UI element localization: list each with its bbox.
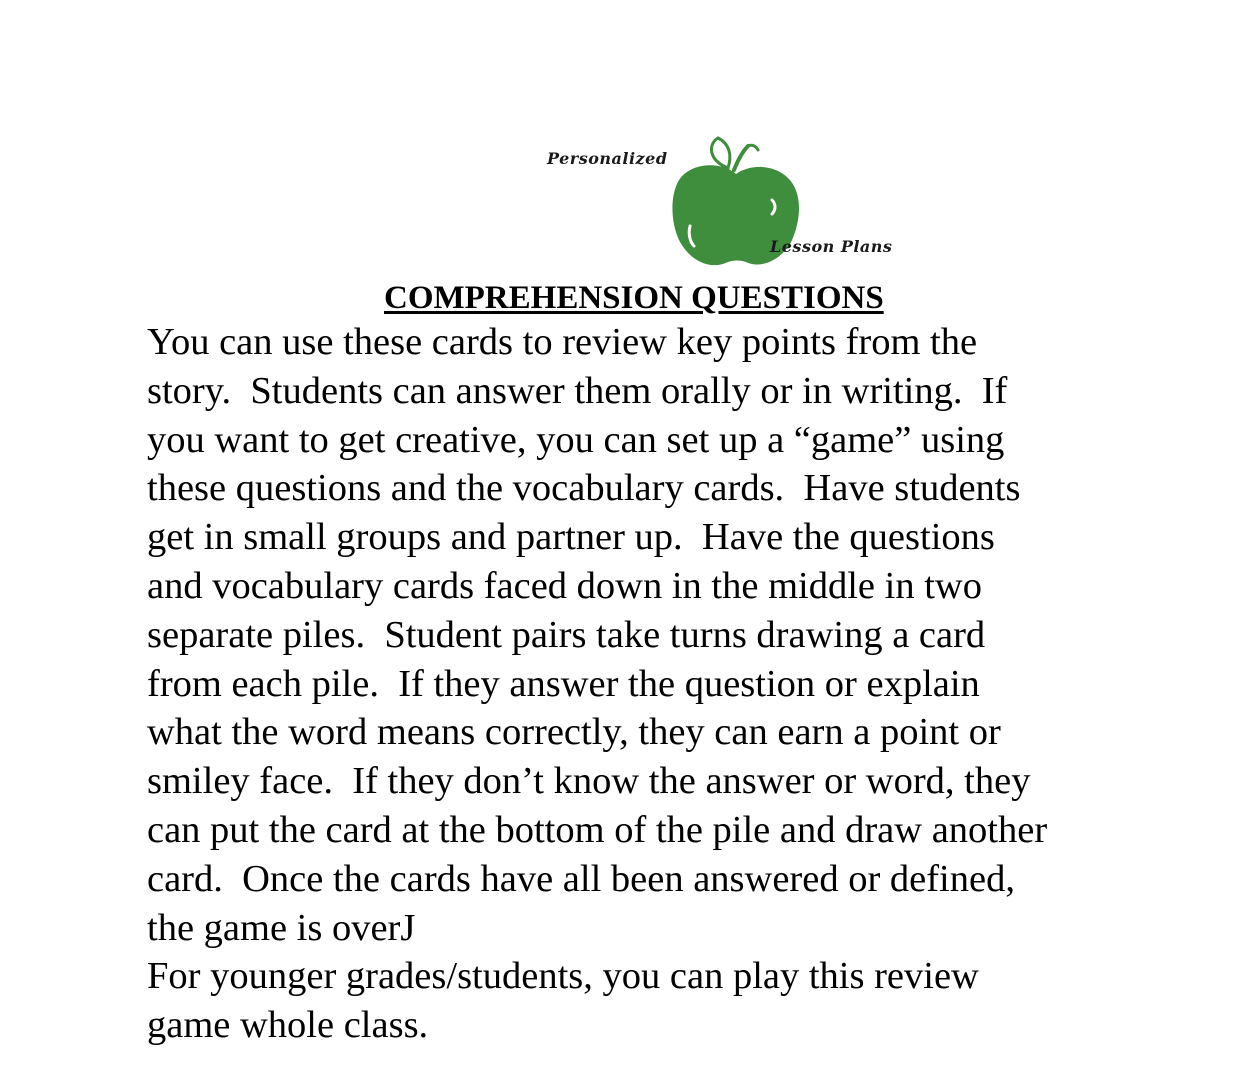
paragraph-line: can put the card at the bottom of the pile and draw another bbox=[147, 808, 1048, 851]
paragraph-line: card. Once the cards have all been answered or defined, bbox=[147, 857, 1015, 900]
logo-text-personalized: Personalized bbox=[547, 149, 668, 168]
page-title: COMPREHENSION QUESTIONS bbox=[384, 280, 884, 316]
paragraph-line: from each pile. If they answer the question or explain bbox=[147, 662, 980, 705]
paragraph-line: what the word means correctly, they can earn a point or bbox=[147, 711, 1001, 754]
paragraph-line: separate piles. Student pairs take turns drawing a card bbox=[147, 613, 986, 656]
paragraph-line: You can use these cards to review key points from the bbox=[147, 321, 978, 363]
logo-text-lesson-plans: Lesson Plans bbox=[770, 237, 893, 256]
instructions-paragraph bbox=[147, 318, 1127, 1050]
paragraph-line: these questions and the vocabulary cards. Have students bbox=[147, 467, 1021, 510]
paragraph-line: the game is overJ bbox=[147, 906, 416, 949]
paragraph-line: get in small groups and partner up. Have the questions bbox=[147, 516, 995, 559]
paragraph-line: For younger grades/students, you can play this review bbox=[147, 955, 979, 998]
logo bbox=[540, 130, 930, 270]
paragraph-line: game whole class. bbox=[147, 1004, 429, 1047]
paragraph-line: and vocabulary cards faced down in the middle in two bbox=[147, 564, 982, 607]
paragraph-line: smiley face. If they don’t know the answer or word, they bbox=[147, 760, 1031, 803]
paragraph-line: you want to get creative, you can set up a “game” using bbox=[147, 418, 1005, 461]
paragraph-line: story. Students can answer them orally or in writing. If bbox=[147, 369, 1008, 412]
